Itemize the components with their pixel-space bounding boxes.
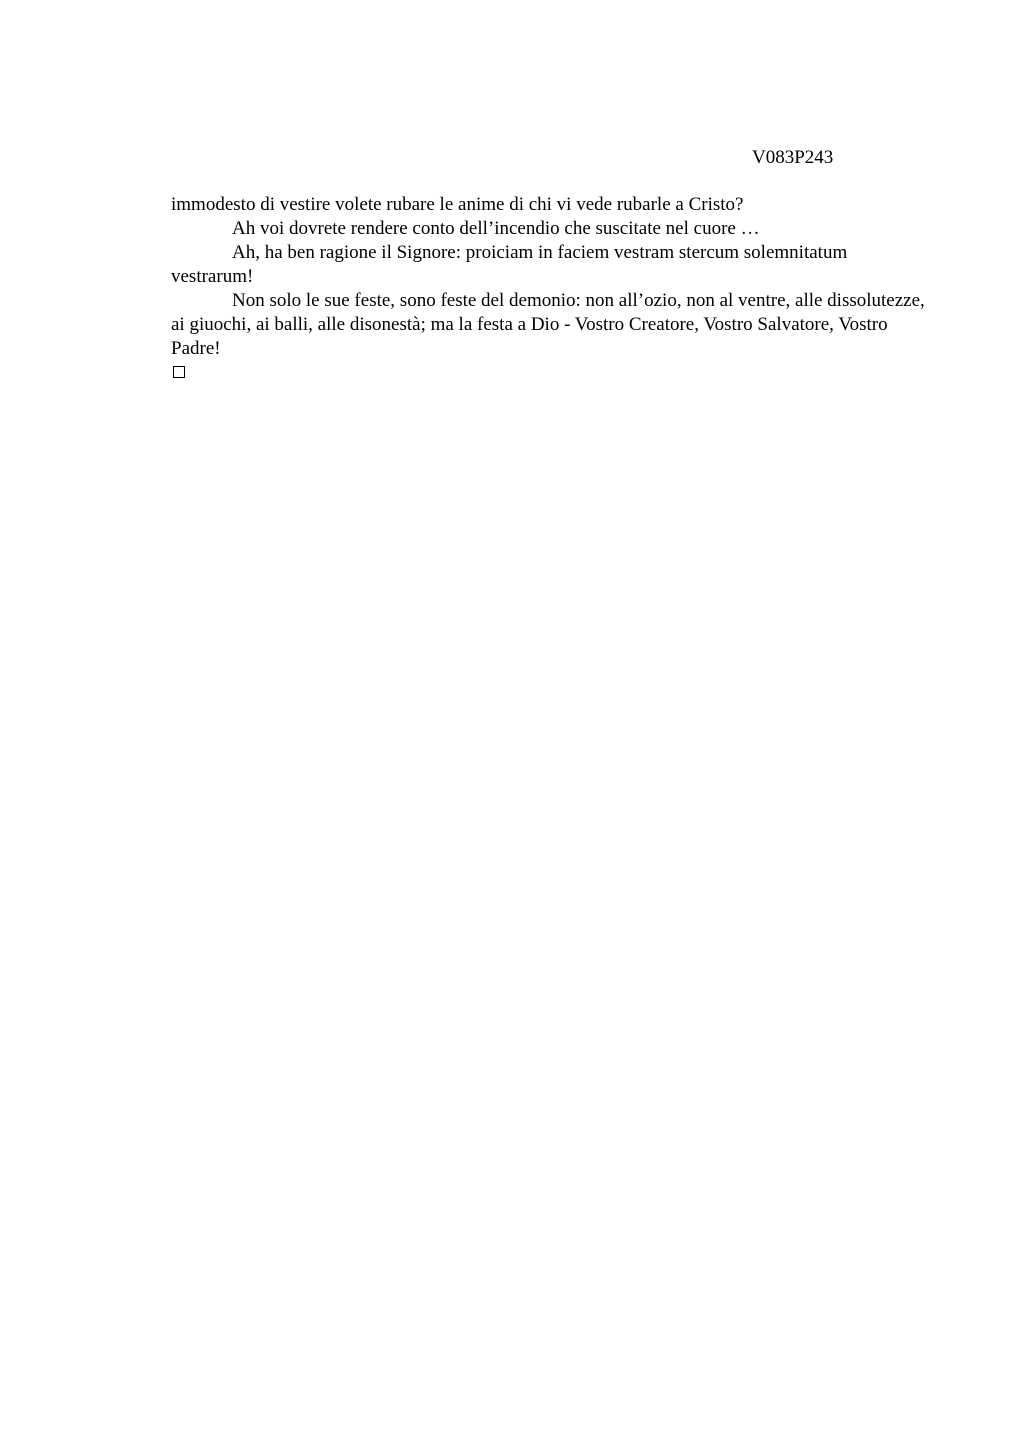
paragraph: Ah voi dovrete rendere conto dell’incendio che suscitate nel cuore … [232, 218, 760, 239]
paragraph-continuation: immodesto di vestire volete rubare le anime di chi vi vede rubarle a Cristo? [171, 194, 744, 215]
document-body [171, 193, 931, 385]
paragraph: Non solo le sue feste, sono feste del demonio: non all’ozio, non al ventre, alle dissolutezze, ai giuochi, ai balli, alle disonestà; ma la festa a Dio - Vostro Creatore, Vostro Salvatore, Vostro Padre! [171, 290, 925, 359]
empty-square-icon [173, 366, 185, 378]
paragraph: Ah, ha ben ragione il Signore: proiciam in faciem vestram stercum solemnitatum vestrarum! [171, 242, 848, 287]
end-mark-container [171, 361, 931, 385]
page-identifier: V083P243 [752, 147, 834, 168]
